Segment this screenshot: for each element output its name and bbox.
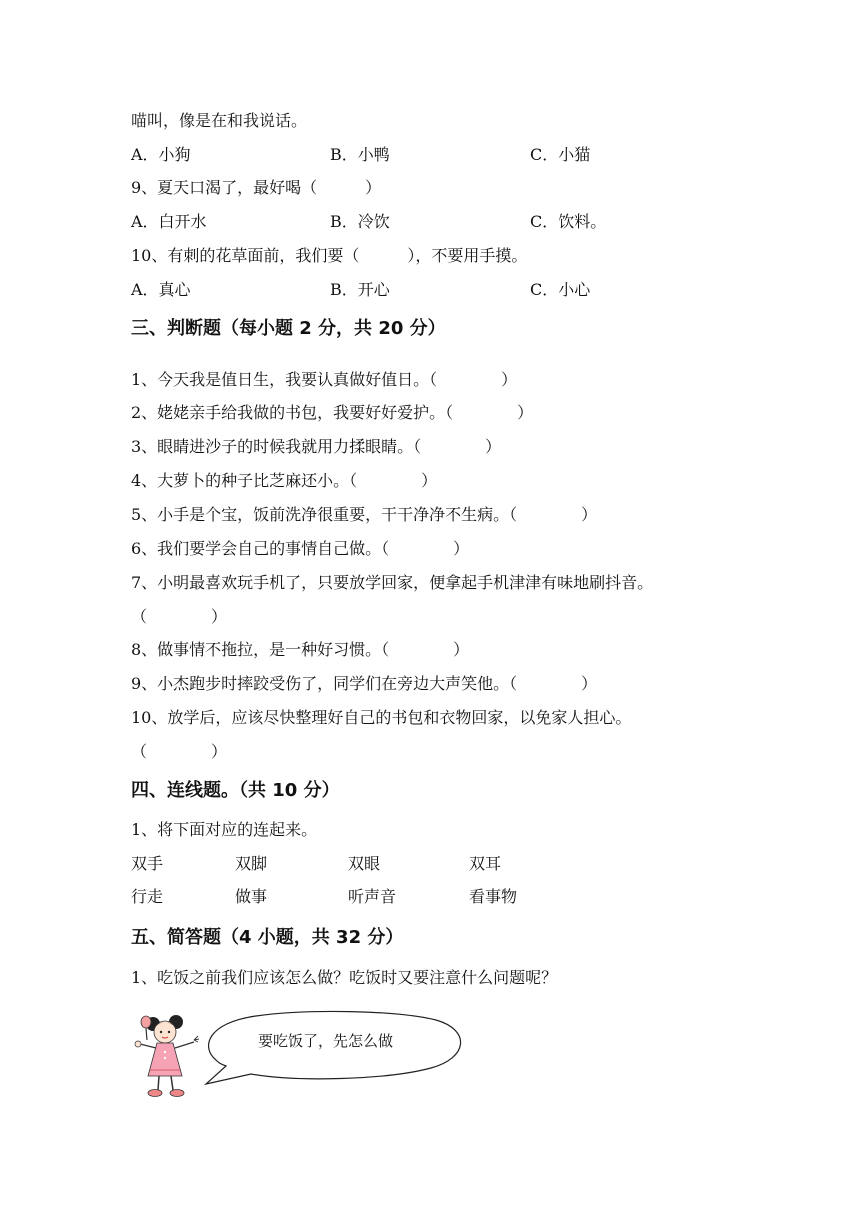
matching-word: 看事物 <box>469 887 518 906</box>
short-answer-question: 1、吃饭之前我们应该怎么做？吃饭时又要注意什么问题呢？ <box>131 968 558 987</box>
option-b: B．小鸭 <box>330 145 390 164</box>
answer-blank: （ ） <box>131 607 228 626</box>
matching-word: 双脚 <box>235 854 268 873</box>
judgement-item: 9、小杰跑步时摔跤受伤了，同学们在旁边大声笑他。（ ） <box>131 674 598 693</box>
matching-word: 双手 <box>131 854 164 873</box>
option-b: B．冷饮 <box>330 212 390 231</box>
option-c: C．小猫 <box>530 145 591 164</box>
judgement-item: 2、姥姥亲手给我做的书包，我要好好爱护。（ ） <box>131 403 534 422</box>
option-a: A．小狗 <box>131 145 191 164</box>
section-heading-short-answer: 五、简答题（4 小题，共 32 分） <box>131 927 404 948</box>
judgement-item: 8、做事情不拖拉，是一种好习惯。（ ） <box>131 640 470 659</box>
speech-bubble-text: 要吃饭了，先怎么做 <box>258 1032 394 1050</box>
option-b: B．开心 <box>330 280 390 299</box>
section-heading-judgement: 三、判断题（每小题 2 分，共 20 分） <box>131 318 446 339</box>
judgement-item: 4、大萝卜的种子比芝麻还小。（ ） <box>131 471 438 490</box>
matching-instruction: 1、将下面对应的连起来。 <box>131 820 318 839</box>
section-heading-matching: 四、连线题。（共 10 分） <box>131 780 340 801</box>
judgement-item: 3、眼睛进沙子的时候我就用力揉眼睛。（ ） <box>131 437 502 456</box>
judgement-item: 1、今天我是值日生，我要认真做好值日。（ ） <box>131 370 518 389</box>
option-c: C．小心 <box>530 280 591 299</box>
question-10: 10、有刺的花草面前，我们要（ ），不要用手摸。 <box>131 246 528 265</box>
option-c: C．饮料。 <box>530 212 607 231</box>
matching-word: 双耳 <box>469 854 502 873</box>
judgement-item: 7、小明最喜欢玩手机了，只要放学回家，便拿起手机津津有味地刷抖音。 <box>131 573 654 592</box>
matching-word: 听声音 <box>348 887 397 906</box>
matching-word: 做事 <box>235 887 268 906</box>
judgement-item: 5、小手是个宝，饭前洗净很重要，干干净净不生病。（ ） <box>131 505 598 524</box>
judgement-item: 6、我们要学会自己的事情自己做。（ ） <box>131 539 470 558</box>
matching-word: 双眼 <box>348 854 381 873</box>
option-a: A．真心 <box>131 280 191 299</box>
option-a: A．白开水 <box>131 212 207 231</box>
judgement-item: 10、放学后，应该尽快整理好自己的书包和衣物回家，以免家人担心。 <box>131 708 632 727</box>
matching-word: 行走 <box>131 887 164 906</box>
question-9: 9、夏天口渴了，最好喝（ ） <box>131 178 382 197</box>
question-8-tail: 喵叫，像是在和我说话。 <box>131 111 308 130</box>
answer-blank: （ ） <box>131 742 228 761</box>
